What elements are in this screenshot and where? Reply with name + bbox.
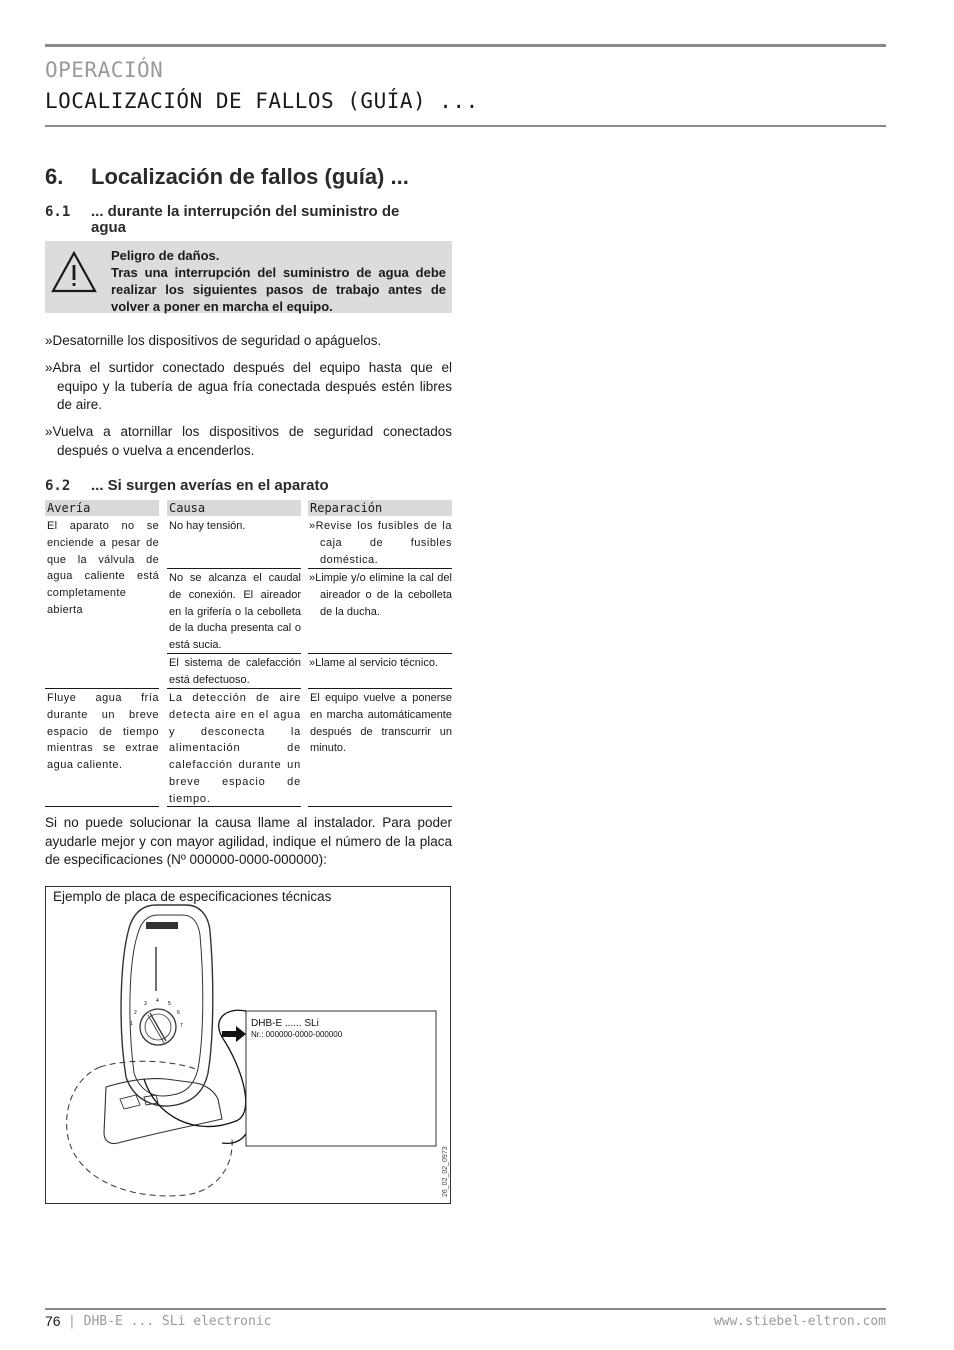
table-header-repair: Reparación (308, 500, 452, 516)
repair-1: »Revise los fusibles de la caja de fusibles doméstica. (309, 520, 452, 566)
dial-label: 2 (134, 1010, 137, 1016)
dial-label: 5 (168, 1001, 171, 1007)
nameplate-figure (45, 886, 451, 1204)
fault-2: Fluye agua fría durante un breve espacio de tiempo mientras se extrae agua caliente. (47, 692, 159, 772)
repair-4: El equipo vuelve a ponerse en marcha automáticamente después de transcurrir un minuto. (310, 692, 452, 755)
warning-text (111, 247, 446, 315)
heading-6-2 (45, 477, 329, 494)
repair-3: »Llame al servicio técnico. (309, 657, 439, 669)
header-rule (45, 125, 886, 127)
heading-6-1 (45, 204, 399, 236)
dial-label: 6 (177, 1010, 180, 1016)
instructions-paragraph: Si no puede solucionar la causa llame al instalador. Para poder ayudarle mejor y con mayor agilidad, indique el número de la placa de especificaciones (Nº 000000-0000-000000): (45, 815, 452, 867)
warning-triangle-icon (51, 251, 97, 293)
warning-title: Peligro de daños. (111, 248, 220, 263)
step-2: »Abra el surtidor conectado después del equipo hasta que el equipo y la tubería de agua fría conectada después estén libres de aire. (45, 360, 452, 412)
warning-body: Tras una interrupción del suministro de agua debe realizar los siguientes pasos de trabajo antes de volver a poner en marcha el equipo. (111, 265, 446, 314)
page-number: 76 (45, 1313, 61, 1329)
step-3: »Vuelva a atornillar los dispositivos de seguridad conectados después o vuelva a encenderlos. (45, 424, 452, 458)
dial-label: 1 (130, 1021, 133, 1027)
cause-4: La detección de aire detecta aire en el agua y desconecta la alimentación de calefacción durante un breve espacio de tiempo. (169, 692, 301, 805)
device-illustration (46, 887, 450, 1203)
plate-number: Nr.: 000000-0000-000000 (251, 1030, 343, 1039)
cause-2: No se alcanza el caudal de conexión. El aireador en la grifería o la cebolleta de la ducha presenta cal o está sucia. (169, 572, 301, 652)
plate-model: DHB-E ...... SLi (251, 1018, 319, 1029)
dial-label: 3 (144, 1001, 147, 1007)
table-header-fault: Avería (45, 500, 159, 516)
heading-6-text: Localización de fallos (guía) ... (91, 164, 409, 189)
figure-code: 26_02_02_0973 (442, 1146, 449, 1197)
heading-6-1-line2: agua (91, 219, 127, 236)
step-1: »Desatornille los dispositivos de seguridad o apáguelos. (45, 333, 382, 348)
footer-rule (45, 1308, 886, 1310)
cause-1: No hay tensión. (169, 520, 246, 532)
dial-label: 4 (156, 998, 159, 1004)
heading-6-2-number: 6.2 (45, 478, 71, 494)
top-rule (45, 44, 886, 47)
footer-product: | DHB-E ... SLi electronic (68, 1314, 272, 1329)
page-title: LOCALIZACIÓN DE FALLOS (GUÍA) ... (45, 89, 479, 113)
heading-6-1-line1: ... durante la interrupción del suministro de (91, 203, 400, 220)
warning-box (45, 241, 452, 313)
cause-3: El sistema de calefacción está defectuoso. (169, 657, 301, 686)
footer-url-link[interactable]: www.stiebel-eltron.com (713, 1314, 886, 1329)
section-label: OPERACIÓN (45, 58, 164, 82)
figure-title: Ejemplo de placa de especificaciones técnicas (53, 889, 332, 904)
repair-2: »Limpie y/o elimine la cal del aireador o de la cebolleta de la ducha. (309, 572, 452, 618)
heading-6-1-number: 6.1 (45, 204, 71, 220)
dial-label: 7 (180, 1023, 183, 1029)
fault-1: El aparato no se enciende a pesar de que la válvula de agua caliente está completamente abierta (47, 520, 159, 616)
table-header-cause: Causa (167, 500, 301, 516)
heading-6-2-text: ... Si surgen averías en el aparato (91, 477, 329, 494)
heading-6 (45, 164, 409, 190)
heading-6-number: 6. (45, 164, 64, 189)
